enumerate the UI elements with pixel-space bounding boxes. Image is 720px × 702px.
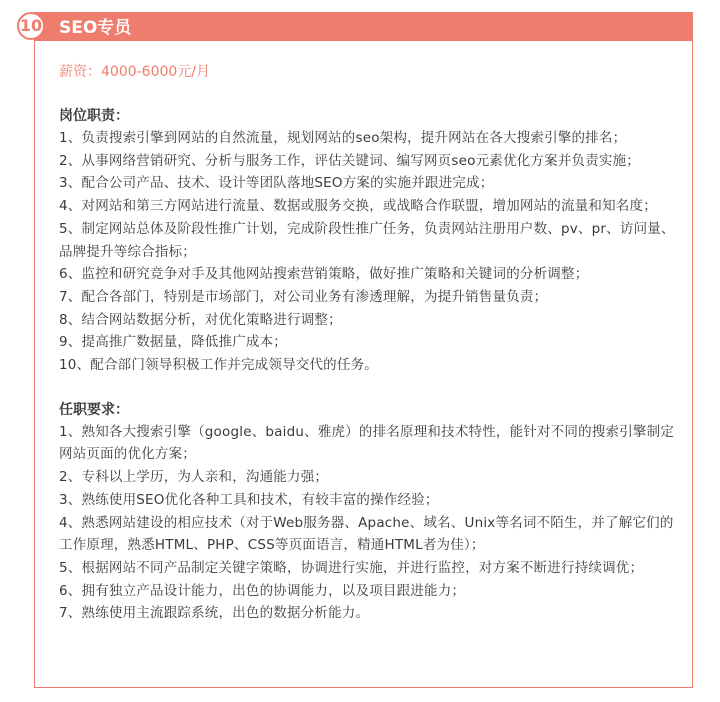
list-item: 10、配合部门领导积极工作并完成领导交代的任务。 — [59, 357, 378, 374]
list-item: 7、配合各部门，特别是市场部门，对公司业务有渗透理解，为提升销售量负责； — [59, 288, 548, 305]
section-number-badge: 10 — [17, 12, 45, 40]
job-body — [59, 61, 679, 625]
responsibilities-list — [59, 127, 679, 377]
header-bar — [35, 13, 692, 41]
requirements-title: 任职要求： — [59, 401, 129, 418]
list-item: 5、制定网站总体及阶段性推广计划，完成阶段性推广任务，负责网站注册用户数、pv、pr、访问量、品牌提升等综合指标； — [59, 220, 675, 260]
list-item: 3、配合公司产品、技术、设计等团队落地SEO方案的实施并跟进完成； — [59, 175, 494, 192]
list-item: 1、熟知各大搜索引擎（google、baidu、雅虎）的排名原理和技术特性，能针对不同的搜索引擎制定网站页面的优化方案； — [59, 423, 675, 463]
list-item: 3、熟练使用SEO优化各种工具和技术，有较丰富的操作经验； — [59, 491, 439, 508]
list-item: 7、熟练使用主流跟踪系统，出色的数据分析能力。 — [59, 605, 370, 622]
list-item: 9、提高推广数据量，降低推广成本； — [59, 334, 287, 351]
salary-text: 薪资：4000-6000元/月 — [59, 64, 211, 80]
requirements-list — [59, 421, 679, 625]
list-item: 6、拥有独立产品设计能力，出色的协调能力，以及项目跟进能力； — [59, 582, 466, 599]
list-item: 2、专科以上学历，为人亲和，沟通能力强； — [59, 469, 329, 486]
section-gap — [59, 377, 679, 399]
responsibilities-title: 岗位职责： — [59, 108, 129, 124]
job-card — [34, 12, 693, 688]
list-item: 1、负责搜索引擎到网站的自然流量，规划网站的seo架构，提升网站在各大搜索引擎的排名； — [59, 130, 627, 146]
list-item: 4、熟悉网站建设的相应技术（对于Web服务器、Apache、域名、Unix等名词不陌生，并了解它们的工作原理，熟悉HTML、PHP、CSS等页面语言，精通HTML者为佳）； — [59, 514, 674, 554]
list-item: 8、结合网站数据分析，对优化策略进行调整； — [59, 311, 342, 328]
list-item: 5、根据网站不同产品制定关键字策略，协调进行实施，并进行监控，对方案不断进行持续调优； — [59, 559, 644, 576]
job-title: SEO专员 — [59, 18, 132, 38]
list-item: 4、对网站和第三方网站进行流量、数据或服务交换，或战略合作联盟，增加网站的流量和知名度； — [59, 198, 657, 215]
list-item: 6、监控和研究竞争对手及其他网站搜索营销策略，做好推广策略和关键词的分析调整； — [59, 266, 589, 283]
list-item: 2、从事网络营销研究、分析与服务工作，评估关键词、编写网页seo元素优化方案并负责实施； — [59, 152, 640, 169]
